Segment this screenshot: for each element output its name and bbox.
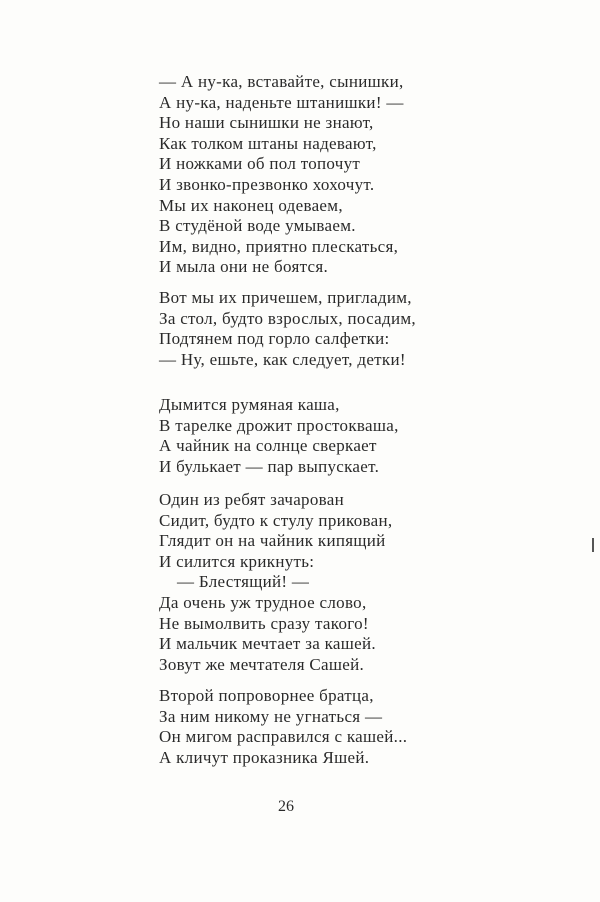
stanza-5	[159, 686, 407, 768]
poem-line: И силится крикнуть:	[159, 551, 315, 571]
poem-line: Один из ребят зачарован	[159, 490, 345, 509]
poem-line: Да очень уж трудное слово,	[159, 592, 367, 612]
page-number: 26	[278, 798, 294, 815]
scan-mark	[592, 538, 594, 552]
poem-line: За стол, будто взрослых, посадим,	[159, 308, 416, 328]
stanza-4	[159, 490, 392, 675]
stanza-2	[159, 288, 416, 370]
poem-line: А чайник на солнце сверкает	[159, 436, 377, 456]
poem-line: И ножками об пол топочут	[159, 154, 361, 174]
poem-line: — Ну, ешьте, как следует, детки!	[159, 349, 406, 369]
poem-line: И мыла они не боятся.	[159, 257, 329, 277]
poem-line: Как толком штаны надевают,	[159, 133, 377, 153]
poem-line: Им, видно, приятно плескаться,	[159, 236, 399, 256]
poem-line: Дымится румяная каша,	[159, 395, 340, 414]
poem-line: Вот мы их причешем, пригладим,	[159, 288, 412, 307]
poem-line: И мальчик мечтает за кашей.	[159, 634, 376, 654]
poem-line: В тарелке дрожит простокваша,	[159, 415, 399, 435]
poem-line: — А ну-ка, вставайте, сынишки,	[159, 72, 404, 91]
poem-line: В студёной воде умываем.	[159, 216, 356, 236]
poem-line: Глядит он на чайник кипящий	[159, 531, 386, 551]
poem-line: Зовут же мечтателя Сашей.	[159, 654, 365, 674]
poem-line: А кличут проказника Яшей.	[159, 747, 370, 767]
poem-line: Сидит, будто к стулу прикован,	[159, 510, 393, 530]
poem-line: Второй попроворнее братца,	[159, 686, 374, 705]
stanza-1	[159, 72, 404, 278]
poem-line: Подтянем под горло салфетки:	[159, 329, 390, 349]
poem-line: И звонко-презвонко хохочут.	[159, 174, 375, 194]
poem-line: Мы их наконец одеваем,	[159, 195, 343, 215]
poem-line: Не вымолвить сразу такого!	[159, 613, 369, 633]
poem-line: И булькает — пар выпускает.	[159, 456, 380, 476]
poem-line: За ним никому не угнаться —	[159, 706, 383, 726]
stanza-3	[159, 395, 399, 477]
poem-line: Но наши сынишки не знают,	[159, 113, 374, 133]
poem-line: А ну-ка, наденьте штанишки! —	[159, 92, 404, 112]
poem-line-indented: — Блестящий! —	[177, 572, 310, 592]
poem-line: Он мигом расправился с кашей...	[159, 727, 408, 747]
